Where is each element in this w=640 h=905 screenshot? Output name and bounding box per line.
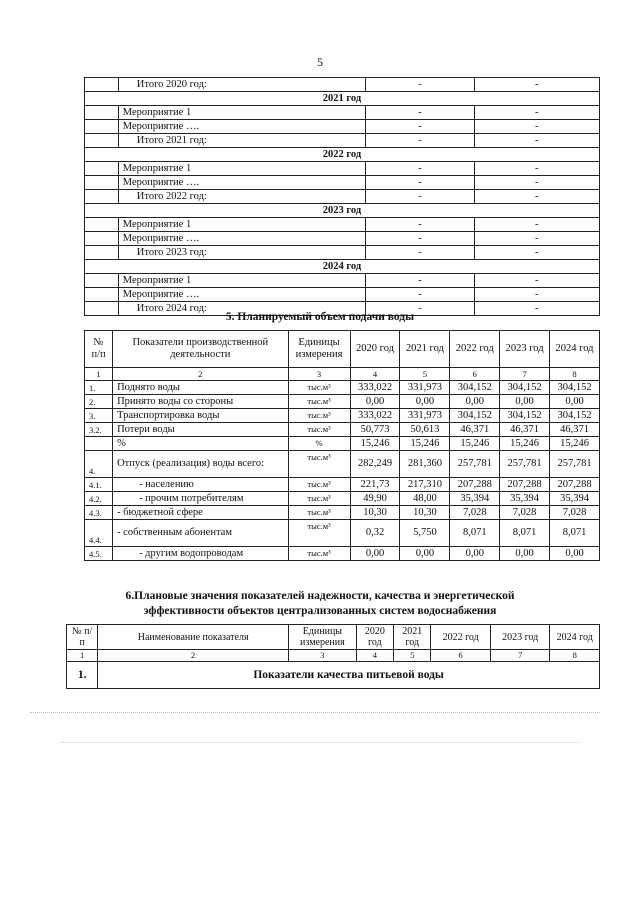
value-cell: 46,371 <box>450 423 500 437</box>
section-row-label: Показатели качества питьевой воды <box>98 662 600 689</box>
row-number: 1. <box>85 381 113 395</box>
table-row <box>85 246 600 260</box>
year-heading: 2021 год <box>85 92 600 106</box>
row-number-cell <box>85 274 119 288</box>
table-row <box>85 478 600 492</box>
row-number-cell <box>85 106 119 120</box>
value-cell: 282,249 <box>350 451 400 478</box>
table-row <box>85 232 600 246</box>
section-row <box>67 662 600 689</box>
index-cell: 2 <box>98 650 289 662</box>
value-cell: - <box>366 176 474 190</box>
unit-cell: % <box>288 437 350 451</box>
value-cell: - <box>366 120 474 134</box>
value-cell: 7,028 <box>550 506 600 520</box>
table-row <box>85 409 600 423</box>
header-cell: 2023 год <box>500 331 550 368</box>
total-label: Итого 2021 год: <box>118 134 365 148</box>
measure-label: Мероприятие 1 <box>118 106 365 120</box>
unit-cell: тыс.м³ <box>288 506 350 520</box>
indicator-name: % <box>113 437 288 451</box>
water-supply-table <box>84 330 600 561</box>
value-cell: 0,00 <box>350 395 400 409</box>
value-cell: 0,00 <box>400 395 450 409</box>
indicator-name: - другим водопроводам <box>113 547 288 561</box>
page-number: 5 <box>317 55 323 69</box>
header-cell: Показатели производственной деятельности <box>113 331 288 368</box>
value-cell: 304,152 <box>500 381 550 395</box>
row-number-cell <box>85 162 119 176</box>
index-cell: 4 <box>356 650 393 662</box>
row-number: 4.2. <box>85 492 113 506</box>
value-cell: 0,00 <box>350 547 400 561</box>
value-cell: - <box>366 162 474 176</box>
index-cell: 7 <box>490 650 550 662</box>
indicator-name: - населению <box>113 478 288 492</box>
reliability-table <box>66 624 600 689</box>
year-row <box>85 260 600 274</box>
total-label: Итого 2024 год: <box>118 302 365 316</box>
indicator-name: Принято воды со стороны <box>113 395 288 409</box>
value-cell: - <box>474 106 599 120</box>
header-cell: 2021 год <box>394 625 431 650</box>
value-cell: 7,028 <box>450 506 500 520</box>
measure-label: Мероприятие 1 <box>118 218 365 232</box>
measures-table <box>84 77 600 316</box>
row-number-cell <box>85 288 119 302</box>
value-cell: 0,00 <box>450 395 500 409</box>
value-cell: - <box>366 288 474 302</box>
row-number <box>85 437 113 451</box>
value-cell: - <box>474 162 599 176</box>
value-cell: - <box>366 106 474 120</box>
year-heading: 2024 год <box>85 260 600 274</box>
value-cell: 50,613 <box>400 423 450 437</box>
value-cell: - <box>474 232 599 246</box>
table-row <box>85 162 600 176</box>
row-number: 3.2. <box>85 423 113 437</box>
value-cell: 35,394 <box>500 492 550 506</box>
value-cell: 46,371 <box>550 423 600 437</box>
index-row <box>85 368 600 381</box>
unit-cell: тыс.м³ <box>288 478 350 492</box>
value-cell: 15,246 <box>550 437 600 451</box>
value-cell: 10,30 <box>350 506 400 520</box>
value-cell: - <box>474 218 599 232</box>
table-row <box>85 274 600 288</box>
unit-cell: тыс.м³ <box>288 547 350 561</box>
value-cell: - <box>474 78 599 92</box>
value-cell: - <box>474 288 599 302</box>
index-cell: 4 <box>350 368 400 381</box>
table-row <box>85 437 600 451</box>
value-cell: - <box>474 120 599 134</box>
unit-cell: тыс.м³ <box>288 423 350 437</box>
year-row <box>85 148 600 162</box>
value-cell: 207,288 <box>450 478 500 492</box>
unit-cell: тыс.м³ <box>288 409 350 423</box>
value-cell: 0,00 <box>550 395 600 409</box>
scan-artifact-line <box>60 742 580 743</box>
row-number-cell <box>85 218 119 232</box>
total-label: Итого 2023 год: <box>118 246 365 260</box>
table-row <box>85 451 600 478</box>
value-cell: 49,90 <box>350 492 400 506</box>
row-number-cell <box>85 246 119 260</box>
table-row <box>85 106 600 120</box>
value-cell: 46,371 <box>500 423 550 437</box>
unit-cell: тыс.м³ <box>288 451 350 478</box>
unit-cell: тыс.м³ <box>288 395 350 409</box>
year-heading: 2022 год <box>85 148 600 162</box>
table-row <box>85 78 600 92</box>
row-number-cell <box>85 190 119 204</box>
value-cell: - <box>366 232 474 246</box>
table-row <box>85 506 600 520</box>
indicator-name: - бюджетной сфере <box>113 506 288 520</box>
row-number-cell <box>85 120 119 134</box>
scan-artifact-line <box>30 712 600 713</box>
value-cell: - <box>474 274 599 288</box>
value-cell: 8,071 <box>450 520 500 547</box>
indicator-name: - собственным абонентам <box>113 520 288 547</box>
unit-cell: тыс.м³ <box>288 492 350 506</box>
table-row <box>85 288 600 302</box>
value-cell: - <box>366 190 474 204</box>
header-cell: Наименование показателя <box>98 625 289 650</box>
value-cell: 0,00 <box>550 547 600 561</box>
header-cell: № п/п <box>85 331 113 368</box>
value-cell: 304,152 <box>550 381 600 395</box>
value-cell: 207,288 <box>550 478 600 492</box>
measure-label: Мероприятие …. <box>118 288 365 302</box>
value-cell: - <box>474 190 599 204</box>
value-cell: 50,773 <box>350 423 400 437</box>
value-cell: 0,00 <box>500 395 550 409</box>
measure-label: Мероприятие …. <box>118 232 365 246</box>
header-cell: 2023 год <box>490 625 550 650</box>
value-cell: 8,071 <box>500 520 550 547</box>
value-cell: 257,781 <box>450 451 500 478</box>
year-row <box>85 92 600 106</box>
value-cell: 331,973 <box>400 409 450 423</box>
indicator-name: Отпуск (реализация) воды всего: <box>113 451 288 478</box>
value-cell: 331,973 <box>400 381 450 395</box>
section-6-title-line-1: 6.Плановые значения показателей надежности, качества и энергетической <box>125 590 515 602</box>
header-cell: 2020 год <box>356 625 393 650</box>
index-cell: 8 <box>550 368 600 381</box>
row-number: 4.3. <box>85 506 113 520</box>
value-cell: - <box>474 176 599 190</box>
table-row <box>85 395 600 409</box>
unit-cell: тыс.м³ <box>288 520 350 547</box>
index-cell: 1 <box>67 650 98 662</box>
index-cell: 3 <box>288 368 350 381</box>
header-cell: Единицы измерения <box>289 625 357 650</box>
total-label: Итого 2020 год: <box>118 78 365 92</box>
table-row <box>85 176 600 190</box>
value-cell: 281,360 <box>400 451 450 478</box>
measure-label: Мероприятие 1 <box>118 274 365 288</box>
row-number: 4. <box>85 451 113 478</box>
table-row <box>85 190 600 204</box>
measure-label: Мероприятие 1 <box>118 162 365 176</box>
header-cell: 2021 год <box>400 331 450 368</box>
total-label: Итого 2022 год: <box>118 190 365 204</box>
value-cell: - <box>366 246 474 260</box>
year-row <box>85 204 600 218</box>
value-cell: 15,246 <box>400 437 450 451</box>
value-cell: 15,246 <box>500 437 550 451</box>
value-cell: 0,00 <box>450 547 500 561</box>
index-cell: 5 <box>400 368 450 381</box>
header-cell: 2024 год <box>550 625 600 650</box>
indicator-name: Потери воды <box>113 423 288 437</box>
header-cell: 2022 год <box>450 331 500 368</box>
row-number: 4.5. <box>85 547 113 561</box>
index-cell: 3 <box>289 650 357 662</box>
index-cell: 5 <box>394 650 431 662</box>
row-number: 2. <box>85 395 113 409</box>
index-row <box>67 650 600 662</box>
header-cell: 2024 год <box>550 331 600 368</box>
section-6-title <box>0 589 640 619</box>
value-cell: 221,73 <box>350 478 400 492</box>
value-cell: - <box>366 218 474 232</box>
value-cell: 35,394 <box>450 492 500 506</box>
section-6-title-line-2: эффективности объектов централизованных систем водоснабжения <box>143 605 497 617</box>
row-number-cell <box>85 134 119 148</box>
value-cell: - <box>474 246 599 260</box>
value-cell: 8,071 <box>550 520 600 547</box>
table-header-row <box>67 625 600 650</box>
value-cell: 257,781 <box>550 451 600 478</box>
value-cell: - <box>366 78 474 92</box>
value-cell: - <box>474 134 599 148</box>
value-cell: 0,00 <box>400 547 450 561</box>
table-row <box>85 134 600 148</box>
value-cell: - <box>366 274 474 288</box>
row-number-cell <box>85 176 119 190</box>
value-cell: 5,750 <box>400 520 450 547</box>
value-cell: 333,022 <box>350 381 400 395</box>
table-row <box>85 547 600 561</box>
value-cell: 304,152 <box>450 409 500 423</box>
value-cell: - <box>474 302 599 316</box>
index-cell: 6 <box>431 650 491 662</box>
header-cell: 2022 год <box>431 625 491 650</box>
row-number: 3. <box>85 409 113 423</box>
table-row <box>85 520 600 547</box>
table-row <box>85 423 600 437</box>
section-row-number: 1. <box>67 662 98 689</box>
header-cell: 2020 год <box>350 331 400 368</box>
value-cell: 15,246 <box>450 437 500 451</box>
value-cell: - <box>366 134 474 148</box>
value-cell: 35,394 <box>550 492 600 506</box>
indicator-name: - прочим потребителям <box>113 492 288 506</box>
header-cell: № п/п <box>67 625 98 650</box>
value-cell: 0,32 <box>350 520 400 547</box>
header-cell: Единицы измерения <box>288 331 350 368</box>
value-cell: 7,028 <box>500 506 550 520</box>
table-row <box>85 492 600 506</box>
value-cell: - <box>366 302 474 316</box>
value-cell: 304,152 <box>500 409 550 423</box>
value-cell: 48,00 <box>400 492 450 506</box>
year-heading: 2023 год <box>85 204 600 218</box>
row-number-cell <box>85 78 119 92</box>
row-number: 4.4. <box>85 520 113 547</box>
table-row <box>85 381 600 395</box>
value-cell: 15,246 <box>350 437 400 451</box>
value-cell: 10,30 <box>400 506 450 520</box>
indicator-name: Транспортировка воды <box>113 409 288 423</box>
row-number-cell <box>85 232 119 246</box>
value-cell: 333,022 <box>350 409 400 423</box>
value-cell: 257,781 <box>500 451 550 478</box>
measure-label: Мероприятие …. <box>118 120 365 134</box>
indicator-name: Поднято воды <box>113 381 288 395</box>
measure-label: Мероприятие …. <box>118 176 365 190</box>
index-cell: 8 <box>550 650 600 662</box>
index-cell: 1 <box>85 368 113 381</box>
value-cell: 217,310 <box>400 478 450 492</box>
value-cell: 0,00 <box>500 547 550 561</box>
value-cell: 207,288 <box>500 478 550 492</box>
row-number: 4.1. <box>85 478 113 492</box>
table-header-row <box>85 331 600 368</box>
unit-cell: тыс.м³ <box>288 381 350 395</box>
table-row <box>85 218 600 232</box>
table-row <box>85 120 600 134</box>
index-cell: 2 <box>113 368 288 381</box>
index-cell: 7 <box>500 368 550 381</box>
index-cell: 6 <box>450 368 500 381</box>
section-5-title: 5. Планируемый объем подачи воды <box>225 311 415 323</box>
value-cell: 304,152 <box>450 381 500 395</box>
value-cell: 304,152 <box>550 409 600 423</box>
